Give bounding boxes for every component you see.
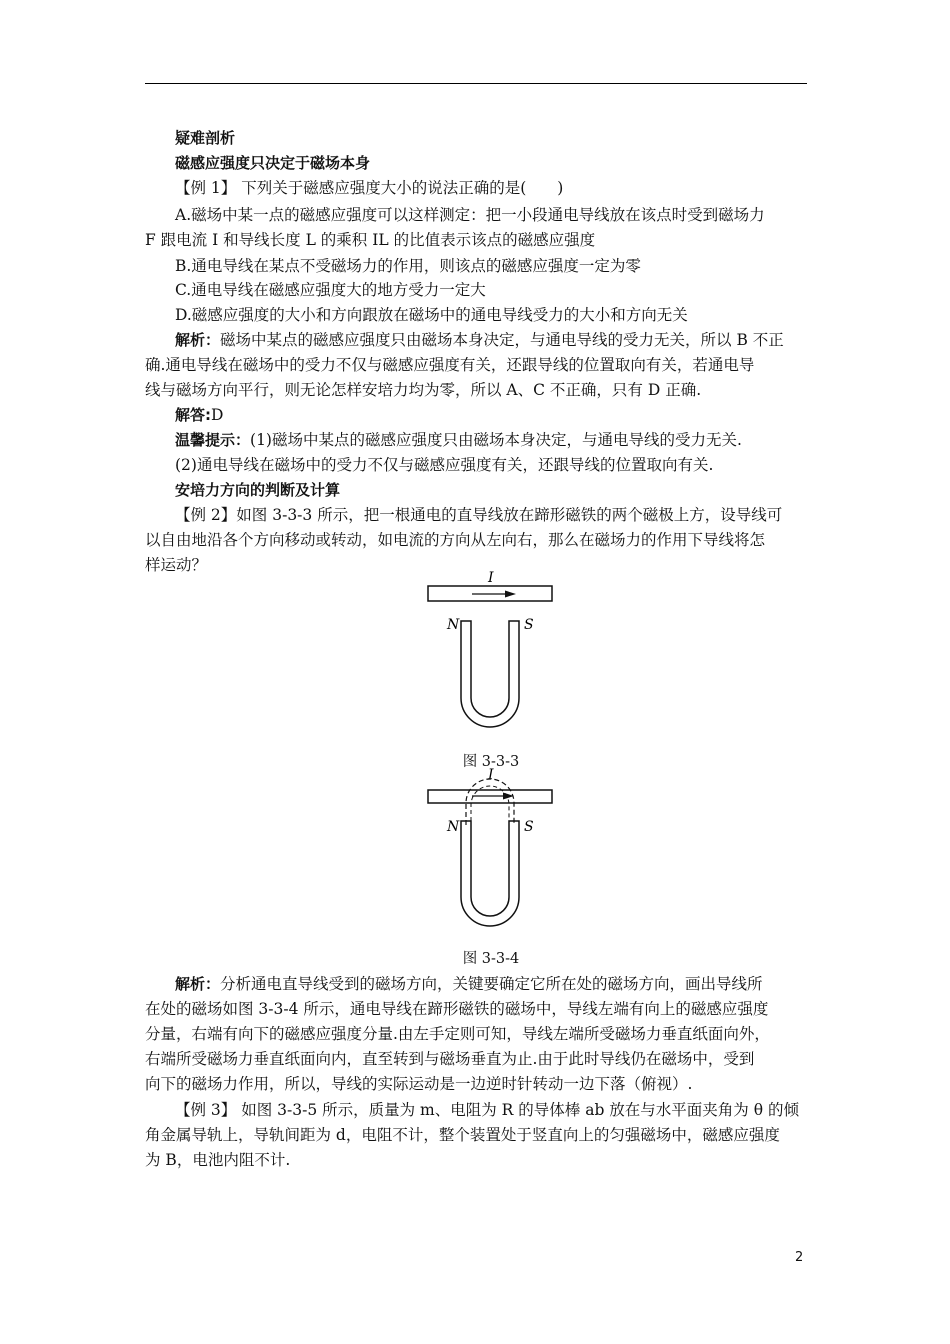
analysis-2-line-2: 在处的磁场如图 3-3-4 所示，通电导线在蹄形磁铁的磁场中，导线左端有向上的磁感应强度 <box>145 1000 769 1018</box>
horseshoe-magnet <box>461 821 519 926</box>
tip-text: (1)磁场中某点的磁感应强度只由磁场本身决定，与通电导线的受力无关. <box>250 431 742 449</box>
analysis-2-line-3: 分量，右端有向下的磁感应强度分量.由左手定则可知，导线左端所受磁场力垂直纸面向外， <box>145 1025 770 1043</box>
example-2-line-1: 【例 2】如图 3-3-3 所示，把一根通电的直导线放在蹄形磁铁的两个磁极上方，设导线可 <box>175 506 783 524</box>
example-2-line-2: 以自由地沿各个方向移动或转动，如电流的方向从左向右，那么在磁场力的作用下导线将怎 <box>145 531 766 549</box>
analysis-2-line-4: 右端所受磁场力垂直纸面向内，直至转到与磁场垂直为止.由于此时导线仍在磁场中，受到 <box>145 1050 755 1068</box>
south-pole-label: S <box>524 617 534 633</box>
option-a-line-2: F 跟电流 I 和导线长度 L 的乘积 IL 的比值表示该点的磁感应强度 <box>145 231 596 249</box>
section-title: 疑难剖析 <box>175 129 236 147</box>
example-3-line-1: 【例 3】 如图 3-3-5 所示，质量为 m、电阻为 R 的导体棒 ab 放在与水平面夹角为 θ 的倾 <box>175 1101 799 1119</box>
analysis-1-line-1 <box>175 330 807 350</box>
current-label: I <box>488 570 494 586</box>
option-a-line-1: A.磁场中某一点的磁感应强度可以这样测定：把一小段通电导线放在该点时受到磁场力 <box>175 206 765 224</box>
tip-line-2: (2)通电导线在磁场中的受力不仅与磁感应强度有关，还跟导线的位置取向有关. <box>175 456 714 474</box>
analysis-2-line-1 <box>175 974 807 994</box>
figure-3-3-3 <box>420 565 560 740</box>
south-pole-label: S <box>524 819 534 835</box>
current-label: I <box>488 767 494 783</box>
analysis-1-line-2: 确.通电导线在磁场中的受力不仅与磁感应强度有关，还跟导线的位置取向有关，若通电导 <box>145 356 755 374</box>
example-3-line-3: 为 B，电池内阻不计. <box>145 1151 291 1169</box>
analysis-label: 解析： <box>175 975 221 993</box>
analysis-2-line-5: 向下的磁场力作用，所以，导线的实际运动是一边逆时针转动一边下落（俯视）. <box>145 1075 693 1093</box>
tip-label: 温馨提示： <box>175 431 251 449</box>
header-rule <box>145 83 807 84</box>
analysis-1-line-3: 线与磁场方向平行，则无论怎样安培力均为零，所以 A、C 不正确，只有 D 正确. <box>145 381 702 399</box>
answer-label: 解答: <box>175 406 211 424</box>
topic-heading-2: 安培力方向的判断及计算 <box>175 481 341 499</box>
tip-line-1 <box>175 430 807 450</box>
option-c: C.通电导线在磁感应强度大的地方受力一定大 <box>175 281 486 299</box>
analysis-text: 分析通电直导线受到的磁场方向，关键要确定它所在处的磁场方向，画出导线所 <box>220 975 763 993</box>
example-2-line-3: 样运动？ <box>145 556 208 574</box>
current-arrow-head <box>505 591 516 598</box>
analysis-label: 解析： <box>175 331 221 349</box>
answer-line <box>175 405 807 425</box>
analysis-text: 磁场中某点的磁感应强度只由磁场本身决定，与通电导线的受力无关，所以 B 不正 <box>220 331 784 349</box>
example-1-question: 【例 1】 下列关于磁感应强度大小的说法正确的是( ) <box>175 179 564 197</box>
option-b: B.通电导线在某点不受磁场力的作用，则该点的磁感应强度一定为零 <box>175 257 641 275</box>
north-pole-label: N <box>447 617 460 633</box>
example-3-line-2: 角金属导轨上，导轨间距为 d，电阻不计，整个装置处于竖直向上的匀强磁场中，磁感应强度 <box>145 1126 780 1144</box>
option-d: D.磁感应强度的大小和方向跟放在磁场中的通电导线受力的大小和方向无关 <box>175 306 688 324</box>
north-pole-label: N <box>447 819 460 835</box>
figure-3-3-3-caption: 图 3-3-3 <box>462 754 520 770</box>
page-number: 2 <box>795 1250 804 1265</box>
horseshoe-magnet <box>461 621 519 727</box>
figure-3-3-4 <box>420 765 560 940</box>
answer-value: D <box>211 406 224 424</box>
figure-3-3-4-caption: 图 3-3-4 <box>462 951 520 967</box>
topic-heading-1: 磁感应强度只决定于磁场本身 <box>175 154 371 172</box>
